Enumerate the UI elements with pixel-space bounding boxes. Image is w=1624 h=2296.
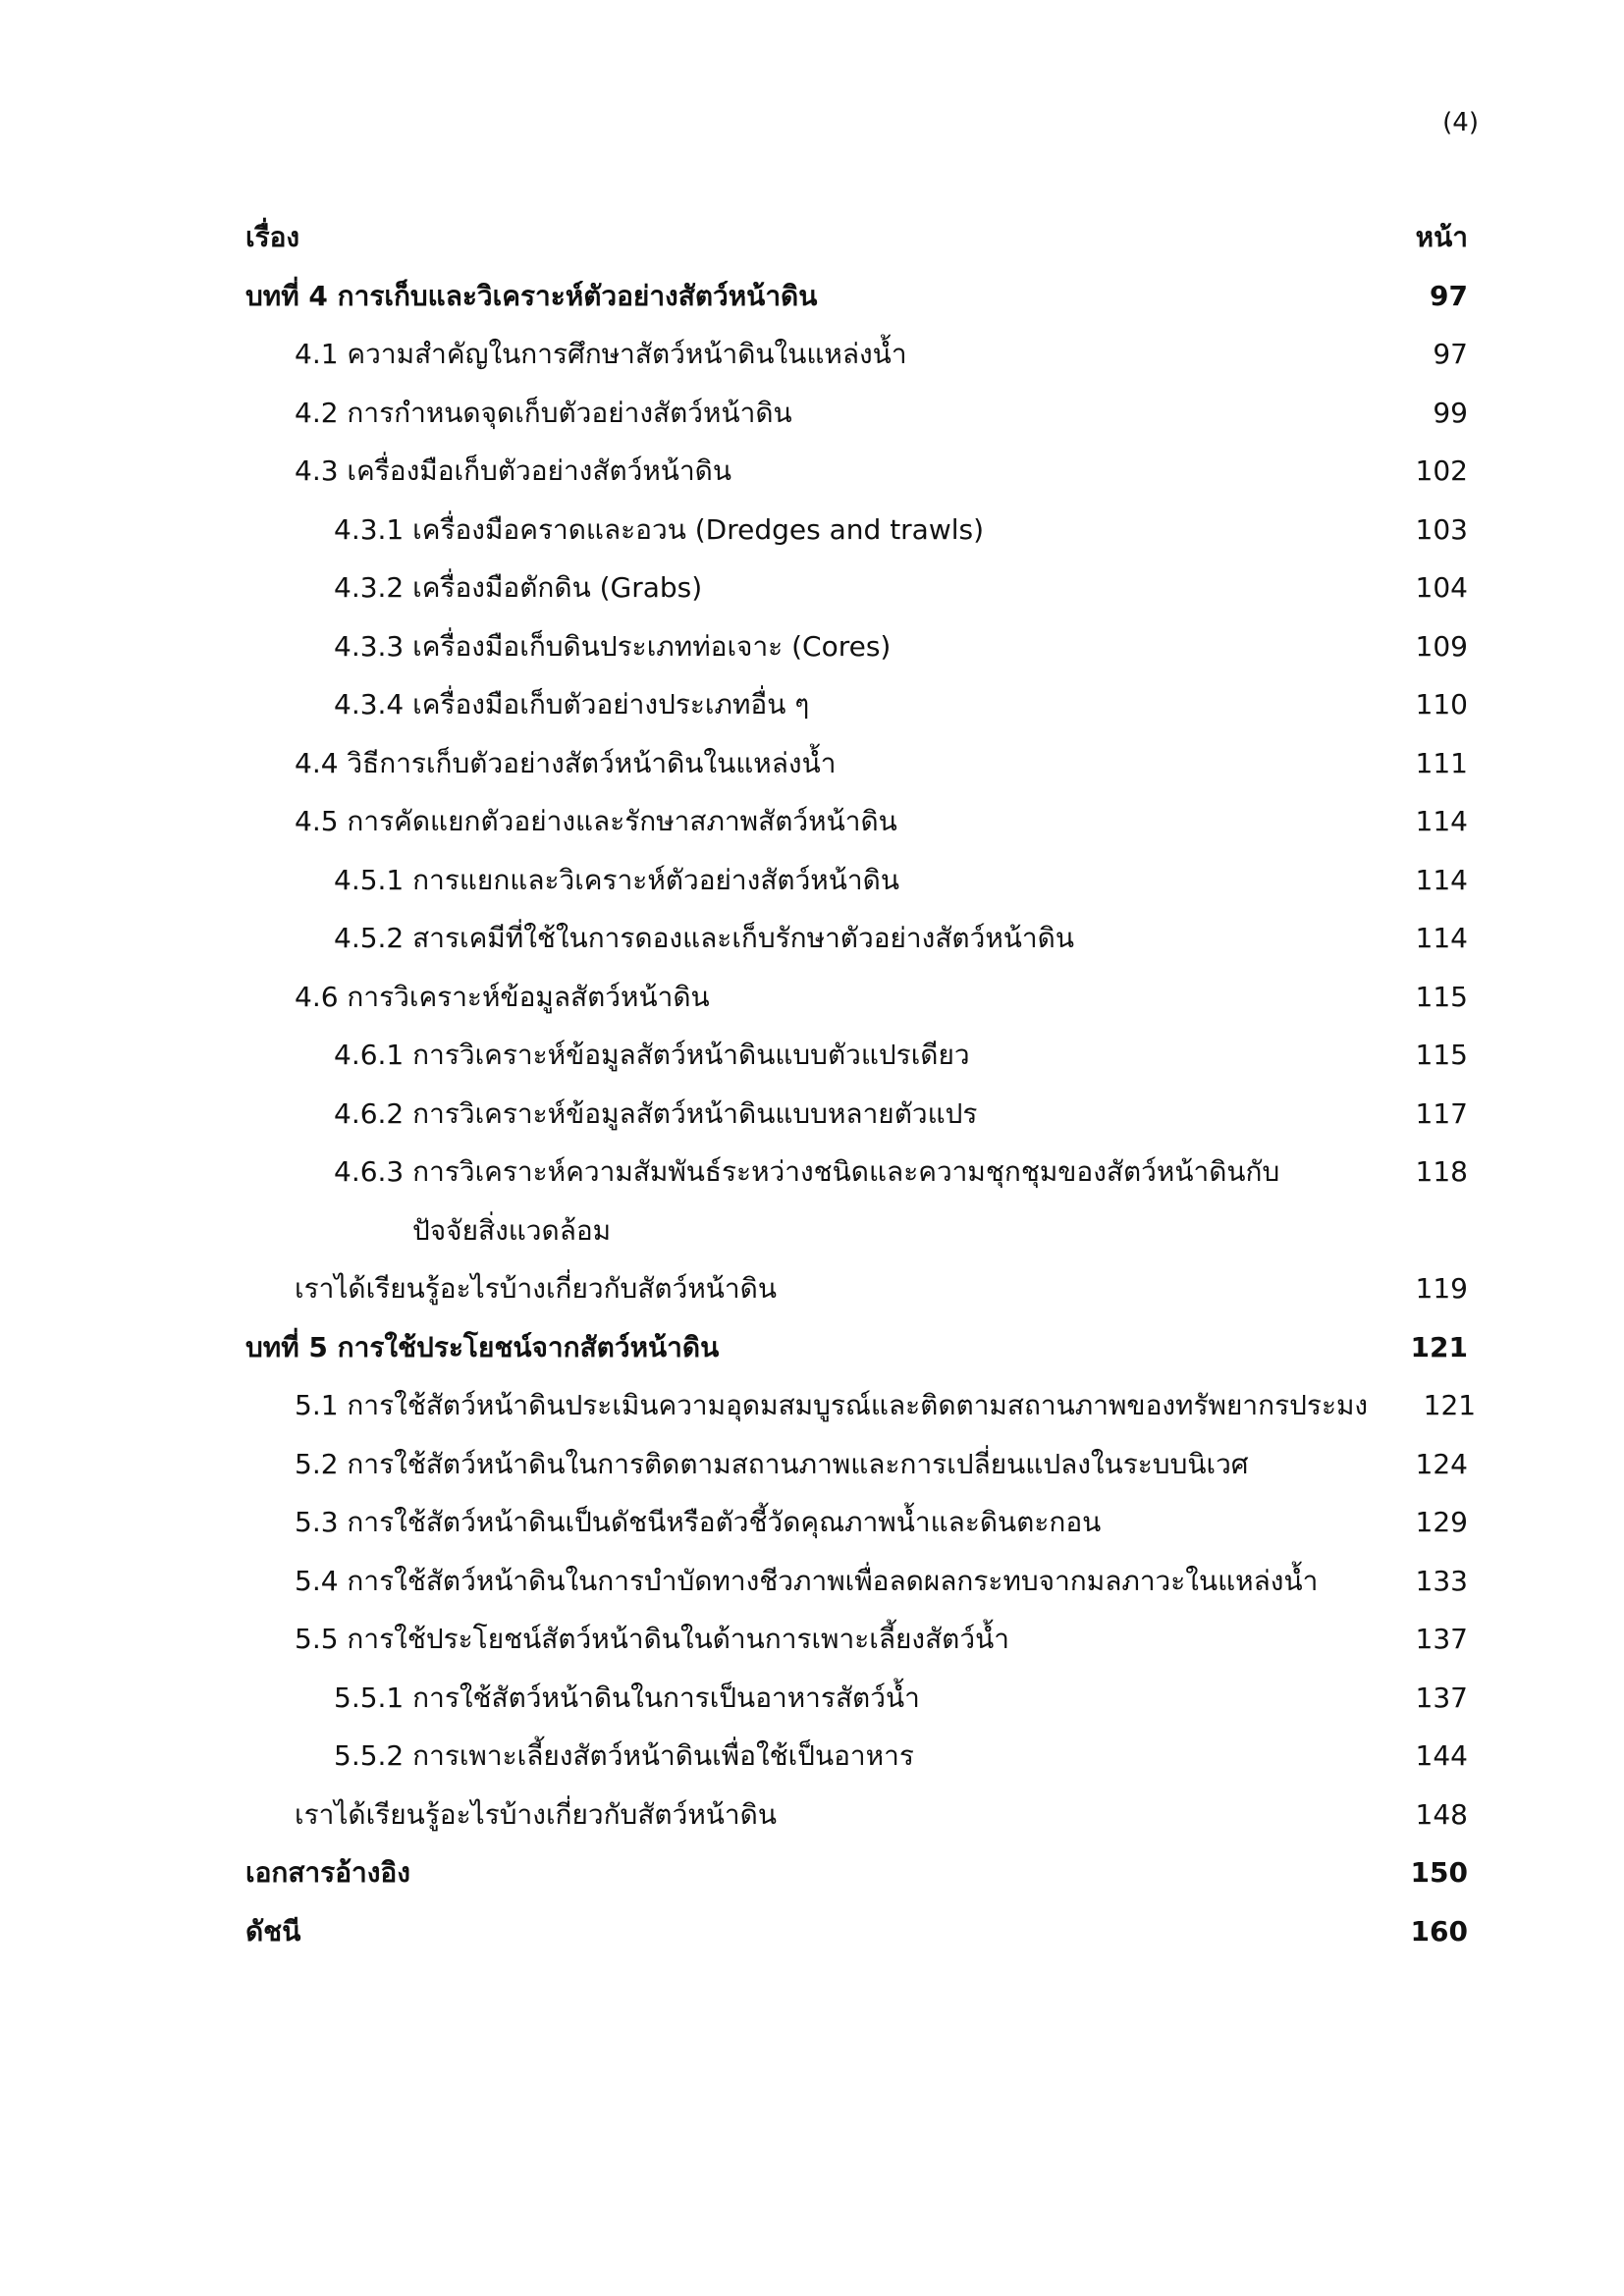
- toc-entry-page: 137: [1415, 1623, 1468, 1655]
- toc-entry-row: [245, 909, 1468, 968]
- toc-entry-title-text: 5.4 การใช้สัตว์หน้าดินในการบำบัดทางชีวภาพเพื่อลดผลกระทบจากมลภาวะในแหล่งน้ำ: [295, 1564, 1319, 1597]
- toc-entry-title: [245, 1318, 1360, 1377]
- toc-chapter-row: [245, 1318, 1468, 1377]
- toc-entry-page: 111: [1415, 746, 1468, 779]
- toc-entry-page: 110: [1415, 688, 1468, 721]
- toc-entry-title: [245, 792, 1360, 851]
- toc-entry-page: 117: [1415, 1096, 1468, 1130]
- toc-entry-title-text: 4.6 การวิเคราะห์ข้อมูลสัตว์หน้าดิน: [295, 980, 710, 1013]
- toc-chapter-row: [245, 1902, 1468, 1961]
- toc-entry-page: 115: [1415, 1039, 1468, 1071]
- toc-entry-title-text: 4.3.2 เครื่องมือตักดิน (Grabs): [334, 571, 703, 604]
- toc-chapter-row: [245, 267, 1468, 326]
- toc-entry-title: [245, 617, 1360, 676]
- toc-entry-page: 97: [1433, 338, 1468, 370]
- toc-entry-title-text: 4.5.1 การแยกและวิเคราะห์ตัวอย่างสัตว์หน้าดิน: [334, 863, 899, 896]
- toc-entry-title: [245, 1493, 1360, 1552]
- toc-entry-page: 114: [1415, 863, 1468, 896]
- toc-entry-page: 103: [1415, 512, 1468, 546]
- toc-entry-page: 97: [1430, 279, 1468, 312]
- toc-entry-title: [245, 1026, 1360, 1085]
- toc-entry-title-text: 4.2 การกำหนดจุดเก็บตัวอย่างสัตว์หน้าดิน: [295, 396, 792, 429]
- toc-entry-title: [245, 1669, 1360, 1728]
- toc-entry-row: [245, 851, 1468, 910]
- toc-entry-row: [245, 792, 1468, 851]
- toc-entry-title: [245, 1259, 1360, 1318]
- toc-entry-page: 137: [1415, 1681, 1468, 1714]
- toc-entry-row: [245, 1259, 1468, 1318]
- toc-entry-row: [245, 968, 1468, 1027]
- toc-entry-title-text: บทที่ 4 การเก็บและวิเคราะห์ตัวอย่างสัตว์หน้าดิน: [245, 279, 818, 312]
- toc-entry-title-text: 5.3 การใช้สัตว์หน้าดินเป็นดัชนีหรือตัวชี้วัดคุณภาพน้ำและดินตะกอน: [295, 1506, 1102, 1538]
- toc-entry-title-text: 4.4 วิธีการเก็บตัวอย่างสัตว์หน้าดินในแหล่งน้ำ: [295, 746, 837, 779]
- toc-entry-row: [245, 1493, 1468, 1552]
- table-of-contents: [245, 208, 1477, 1960]
- toc-entry-title-text: 4.1 ความสำคัญในการศึกษาสัตว์หน้าดินในแหล่งน้ำ: [295, 338, 907, 370]
- toc-entry-row: [245, 1085, 1468, 1144]
- toc-entry-title-text: 4.6.3 การวิเคราะห์ความสัมพันธ์ระหว่างชนิดและความชุกชุมของสัตว์หน้าดินกับ: [334, 1155, 1280, 1188]
- toc-entry-title-text: 4.3 เครื่องมือเก็บตัวอย่างสัตว์หน้าดิน: [295, 454, 731, 487]
- toc-header-page: หน้า: [1415, 221, 1468, 253]
- toc-entry-title-text: 4.5 การคัดแยกตัวอย่างและรักษาสภาพสัตว์หน้าดิน: [295, 805, 897, 837]
- toc-entry-page: 150: [1410, 1856, 1468, 1889]
- toc-entry-page: 144: [1415, 1739, 1468, 1772]
- toc-entry-row: [245, 442, 1468, 501]
- toc-entry-title-text: 4.3.4 เครื่องมือเก็บตัวอย่างประเภทอื่น ๆ: [334, 688, 810, 721]
- toc-entry-title: [245, 675, 1360, 734]
- toc-entry-title-text: 4.3.1 เครื่องมือคราดและอวน (Dredges and trawls): [334, 512, 985, 546]
- toc-entry-page: 133: [1415, 1564, 1468, 1597]
- toc-entry-title: [245, 1435, 1360, 1494]
- toc-entry-page: 119: [1415, 1272, 1468, 1305]
- toc-entry-row: [245, 325, 1468, 384]
- toc-entry-row: [245, 559, 1468, 617]
- toc-entry-page: 160: [1410, 1914, 1468, 1948]
- toc-entry-title: [245, 1902, 1360, 1961]
- toc-entry-row: [245, 617, 1468, 676]
- toc-entry-title-text: ดัชนี: [245, 1914, 301, 1948]
- toc-entry-title: [245, 1376, 1368, 1435]
- toc-entry-title: [245, 1610, 1360, 1669]
- toc-entry-title: [245, 1085, 1360, 1144]
- toc-entry-row: [245, 1376, 1477, 1435]
- toc-chapter-row: [245, 1843, 1468, 1902]
- toc-entry-row: [245, 1786, 1468, 1844]
- toc-entry-page: 99: [1433, 396, 1468, 429]
- toc-entry-title-text: เราได้เรียนรู้อะไรบ้างเกี่ยวกับสัตว์หน้าดิน: [295, 1797, 777, 1831]
- toc-entry-title: [245, 1143, 1360, 1259]
- toc-entry-page: 129: [1415, 1506, 1468, 1538]
- toc-entry-page: 114: [1415, 805, 1468, 837]
- toc-entry-row: [245, 1026, 1468, 1085]
- toc-entry-row: [245, 734, 1468, 793]
- toc-entry-title-text: 4.6.2 การวิเคราะห์ข้อมูลสัตว์หน้าดินแบบหลายตัวแปร: [334, 1096, 978, 1130]
- toc-entry-title-text: 4.6.1 การวิเคราะห์ข้อมูลสัตว์หน้าดินแบบตัวแปรเดียว: [334, 1039, 970, 1071]
- toc-entry-page: 121: [1423, 1389, 1477, 1421]
- toc-entries: [245, 267, 1477, 1961]
- toc-entry-title: [245, 267, 1360, 326]
- toc-entry-title: [245, 501, 1360, 560]
- toc-entry-title-continuation: ปัจจัยสิ่งแวดล้อม: [412, 1213, 612, 1247]
- toc-entry-title-text: เราได้เรียนรู้อะไรบ้างเกี่ยวกับสัตว์หน้าดิน: [295, 1272, 777, 1305]
- toc-entry-row: [245, 675, 1468, 734]
- toc-entry-title: [245, 559, 1360, 617]
- toc-entry-title-text: 5.1 การใช้สัตว์หน้าดินประเมินความอุดมสมบูรณ์และติดตามสถานภาพของทรัพยากรประมง: [295, 1389, 1369, 1421]
- toc-entry-title: [245, 442, 1360, 501]
- toc-header: [245, 208, 1468, 267]
- toc-entry-title-text: 4.3.3 เครื่องมือเก็บดินประเภทท่อเจาะ (Cores): [334, 629, 892, 663]
- toc-entry-title-text: 5.2 การใช้สัตว์หน้าดินในการติดตามสถานภาพและการเปลี่ยนแปลงในระบบนิเวศ: [295, 1447, 1249, 1480]
- toc-entry-title-text: เอกสารอ้างอิง: [245, 1856, 410, 1889]
- toc-entry-title: [245, 1552, 1360, 1611]
- toc-entry-page: 109: [1415, 629, 1468, 663]
- toc-entry-page: 121: [1410, 1330, 1468, 1363]
- toc-entry-title-text: 5.5 การใช้ประโยชน์สัตว์หน้าดินในด้านการเพาะเลี้ยงสัตว์น้ำ: [295, 1623, 1009, 1655]
- toc-entry-title-text: 5.5.1 การใช้สัตว์หน้าดินในการเป็นอาหารสัตว์น้ำ: [334, 1681, 920, 1714]
- toc-entry-title: [245, 1727, 1360, 1786]
- toc-entry-title-text: บทที่ 5 การใช้ประโยชน์จากสัตว์หน้าดิน: [245, 1330, 720, 1363]
- toc-entry-row: [245, 1669, 1468, 1728]
- toc-entry-title: [245, 909, 1360, 968]
- toc-entry-title: [245, 1843, 1360, 1902]
- toc-entry-row: [245, 1143, 1468, 1259]
- toc-entry-title: [245, 384, 1360, 443]
- toc-entry-page: 114: [1415, 922, 1468, 954]
- toc-entry-page: 124: [1415, 1447, 1468, 1480]
- toc-entry-page: 102: [1415, 454, 1468, 487]
- toc-entry-page: 115: [1415, 980, 1468, 1013]
- toc-entry-row: [245, 1552, 1468, 1611]
- toc-entry-row: [245, 384, 1468, 443]
- toc-entry-page: 104: [1415, 571, 1468, 604]
- toc-entry-title: [245, 734, 1360, 793]
- toc-header-subject: เรื่อง: [245, 221, 300, 253]
- toc-entry-row: [245, 501, 1468, 560]
- toc-entry-title-text: 5.5.2 การเพาะเลี้ยงสัตว์หน้าดินเพื่อใช้เป็นอาหาร: [334, 1739, 914, 1772]
- toc-entry-title: [245, 851, 1360, 910]
- toc-entry-page: 118: [1415, 1155, 1468, 1188]
- page-number: (4): [1442, 108, 1479, 137]
- toc-entry-title: [245, 1786, 1360, 1844]
- toc-entry-title: [245, 968, 1360, 1027]
- toc-entry-title: [245, 325, 1360, 384]
- toc-entry-row: [245, 1610, 1468, 1669]
- toc-entry-page: 148: [1415, 1797, 1468, 1831]
- toc-entry-row: [245, 1727, 1468, 1786]
- toc-entry-row: [245, 1435, 1468, 1494]
- toc-entry-title-text: 4.5.2 สารเคมีที่ใช้ในการดองและเก็บรักษาตัวอย่างสัตว์หน้าดิน: [334, 922, 1074, 954]
